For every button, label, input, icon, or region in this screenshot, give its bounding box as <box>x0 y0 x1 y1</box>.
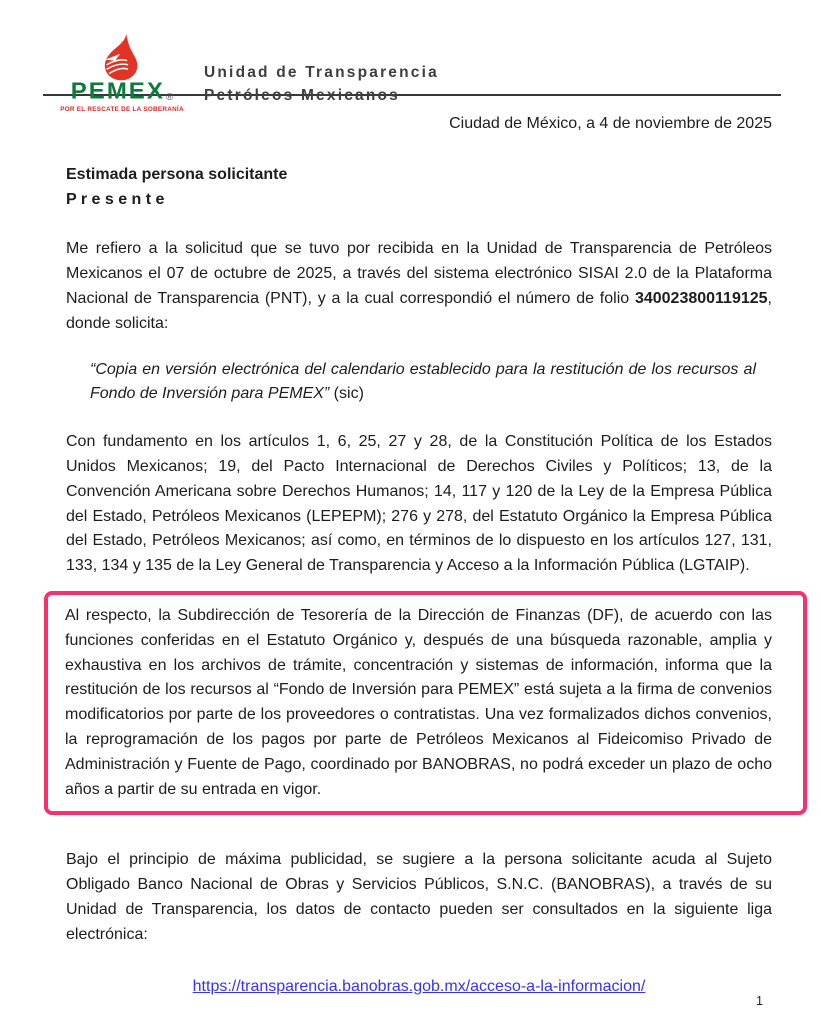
letter-body <box>66 112 772 999</box>
paragraph-referral: Bajo el principio de máxima publicidad, se sugiere a la persona solicitante acuda al Sujeto Obligado Banco Nacional de Obras y Servicios Públicos, S.N.C. (BANOBRAS), a través de su Unidad de Transparencia, los datos de contacto pueden ser consultados en la siguiente liga electrónica: <box>66 851 772 943</box>
intro-text-after-folio: , donde solicita: <box>66 289 772 332</box>
salutation-presente: P r e s e n t e <box>66 190 165 208</box>
letterhead-title <box>204 61 439 107</box>
page-number: 1 <box>756 994 763 1008</box>
pemex-logo <box>62 34 182 113</box>
request-quote-text: “Copia en versión electrónica del calendario establecido para la restitución de los recursos al Fondo de Inversión para PEMEX” <box>90 360 756 403</box>
pemex-wordmark: PEMEX <box>70 78 165 105</box>
dateline: Ciudad de México, a 4 de noviembre de 2025 <box>449 115 772 132</box>
highlighted-response-box <box>44 591 807 815</box>
salutation <box>66 163 772 213</box>
paragraph-response: Al respecto, la Subdirección de Tesorería de la Dirección de Finanzas (DF), de acuerdo con las funciones conferidas en el Estatuto Orgánico y, después de una búsqueda razonable, amplia y exhaustiva en los archivos de trámite, concentración y sistemas de información, informa que la restitución de los recursos al “Fondo de Inversión para PEMEX” está sujeta a la firma de convenios modificatorios por parte de los proveedores o contratistas. Una vez formalizados dichos convenios, la reprogramación de los pagos por parte de Petróleos Mexicanos al Fideicomiso Privado de Administración y Fuente de Pago, coordinado por BANOBRAS, no podrá exceder un plazo de ocho años a partir de su entrada en vigor. <box>65 606 772 798</box>
letterhead-title-line2: Petróleos Mexicanos <box>204 87 400 104</box>
intro-text-before-folio: Me refiero a la solicitud que se tuvo por recibida en la Unidad de Transparencia de Petróleos Mexicanos el 07 de octubre de 2025, a través del sistema electrónico SISAI 2.0 de la Plataforma Nacional de Transparencia (PNT), y a la cual correspondió el número de folio <box>66 240 772 307</box>
link-row <box>66 975 772 1000</box>
pemex-tagline: POR EL RESCATE DE LA SOBERANÍA <box>60 106 184 113</box>
paragraph-legal-basis: Con fundamento en los artículos 1, 6, 25, 27 y 28, de la Constitución Política de los Estados Unidos Mexicanos; 19, del Pacto Internacional de Derechos Civiles y Políticos; 13, de la Convención Americana sobre Derechos Humanos; 14, 117 y 120 de la Ley de la Empresa Pública del Estado, Petróleos Mexicanos (LEPEPM); 276 y 278, del Estatuto Orgánico la Empresa Pública del Estado, Petróleos Mexicanos; así como, en términos de lo dispuesto en los artículos 127, 131, 133, 134 y 135 de la Ley General de Transparencia y Acceso a la Información Pública (LGTAIP). <box>66 433 772 575</box>
request-quote-sic: (sic) <box>329 385 364 403</box>
salutation-addressee: Estimada persona solicitante <box>66 165 288 183</box>
request-quote <box>90 358 756 408</box>
banobras-transparency-link[interactable]: https://transparencia.banobras.gob.mx/acceso-a-la-informacion/ <box>192 977 646 995</box>
letterhead <box>0 0 823 113</box>
registered-trademark-symbol: ® <box>165 92 174 103</box>
paragraph-intro <box>66 237 772 336</box>
letterhead-title-line1: Unidad de Transparencia <box>204 64 439 81</box>
pemex-eagle-icon <box>94 34 150 82</box>
folio-number: 340023800119125 <box>634 289 768 307</box>
